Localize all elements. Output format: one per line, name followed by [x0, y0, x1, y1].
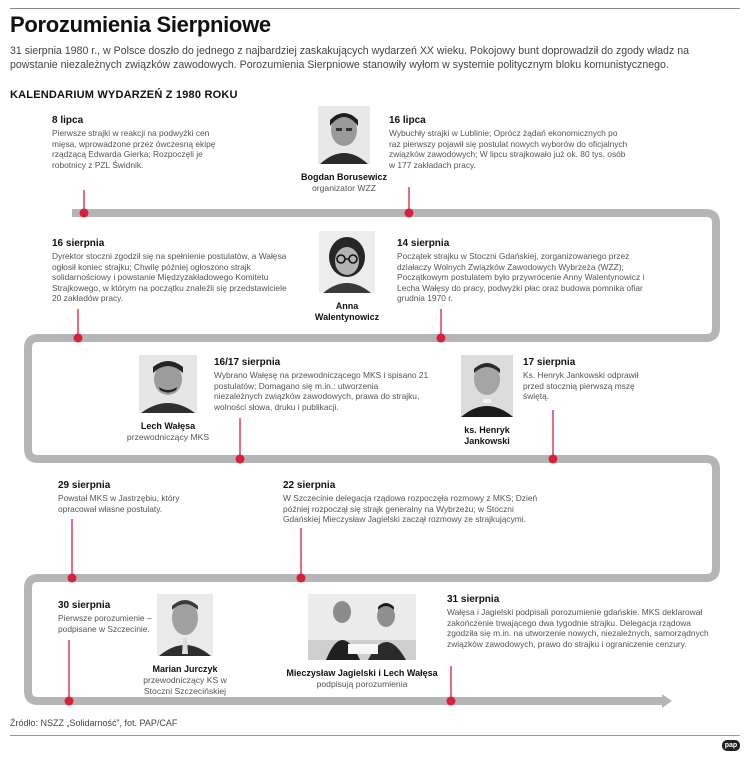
person-role: podpisują porozumienia [316, 679, 408, 689]
event-text: Powstał MKS w Jastrzębiu, który opracował własne postulaty. [58, 493, 180, 514]
person-name: Anna Walentynowicz [314, 301, 380, 322]
event-date: 8 lipca [52, 115, 84, 126]
event-text: Pierwsze strajki w reakcji na podwyżki cen mięsa, wprowadzone przez ówczesną ekipę rządzącą Edwarda Gierka; Rozpoczęli je robotnicy z PZL Świdnik. [52, 128, 216, 170]
event-date: 17 sierpnia [523, 357, 576, 368]
person-name: Lech Wałęsa [140, 421, 196, 431]
event-text: Ks. Henryk Jankowski odprawił przed stocznią pierwszą mszę świętą. [523, 370, 639, 402]
marker-29-sierpnia [68, 519, 77, 583]
event-text: Wybuchły strajki w Lublinie; Oprócz żądań ekonomicznych po raz pierwszy pojawił się postulat nowych wyborów do oficjalnych związków zawodowych; W lipcu strajkowało już ok. 80 tys. osób w 177 zakładach pracy. [389, 128, 628, 170]
event-text: Wybrano Wałęsę na przewodniczącego MKS i spisano 21 postulatów; Domagano się m.in.: utworzenia niezależnych związków zawodowych, prawa do strajku, wolności słowa, druku i publikacji. [214, 370, 429, 412]
person-jankowski [446, 355, 528, 447]
event-16-sierpnia [52, 237, 292, 304]
event-text: Początek strajku w Stoczni Gdańskiej, zorganizowanego przez działaczy Wolnych Związków Zawodowych Wybrzeża (WZZ); Początkowym postulatem było przywrócenie Anny Walentynowicz i Lecha Wałęsy do pracy, podwyżki płac oraz budowa pomnika ofiar grudnia 1970 r. [397, 251, 645, 304]
marker-30-sierpnia [65, 640, 74, 706]
event-text: Dyrektor stoczni zgodził się na spełnienie postulatów, a Wałęsa ogłosił koniec strajku; Chwilę później ogłoszono strajk solidarnościowy i powstanie Międzyzakładowego Komitetu Strajkowego, w którym na początku znaleźli się przedstawiciele 20 zakładów pracy. [52, 251, 287, 304]
pap-logo: pap [722, 740, 740, 751]
event-text: Wałęsa i Jagielski podpisali porozumienie gdańskie. MKS deklarował zakończenie trwającego dwa tygodnie strajku. Delegacja rządowa zgodziła się m.in. na utworzenie nowych, niezależnych, samorządnych związków zawodowych, prawo do strajku i ograniczenie cenzury. [447, 607, 709, 649]
portrait-photo [319, 231, 375, 293]
person-name: Bogdan Borusewicz [300, 172, 387, 182]
bottom-rule [10, 735, 740, 736]
section-heading: KALENDARIUM WYDARZEŃ Z 1980 ROKU [10, 89, 238, 101]
portrait-photo [139, 355, 197, 413]
marker-31-sierpnia [447, 666, 456, 706]
source-note: Źródło: NSZZ „Solidarność”, fot. PAP/CAF [10, 718, 178, 728]
event-text: W Szczecinie delegacja rządowa rozpoczęła rozmowy z MKS; Dzień później rozpoczął się strajk generalny na Wybrzeżu; w Stoczni Gdańskiej Mieczysław Jagielski zaczął rozmowy ze strajkującymi. [283, 493, 538, 525]
event-16-17-sierpnia [214, 356, 429, 412]
event-date: 29 sierpnia [58, 480, 111, 491]
person-jurczyk [130, 594, 240, 697]
page-title: Porozumienia Sierpniowe [10, 12, 271, 37]
portrait-photo [461, 355, 513, 417]
person-walentynowicz [306, 231, 388, 323]
person-name: ks. Henryk Jankowski [464, 425, 510, 446]
event-date: 31 sierpnia [447, 594, 500, 605]
event-22-sierpnia [283, 479, 553, 525]
event-14-sierpnia [397, 237, 659, 304]
event-date: 14 sierpnia [397, 238, 450, 249]
event-date: 16 lipca [389, 115, 426, 126]
portrait-photo [157, 594, 213, 656]
marker-16-lipca [405, 187, 414, 218]
event-16-lipca [389, 114, 629, 170]
person-walesa [118, 355, 218, 443]
event-8-lipca [52, 114, 220, 170]
event-31-sierpnia [447, 593, 709, 649]
marker-16-17-sierpnia [236, 418, 245, 464]
person-role: organizator WZZ [312, 183, 376, 193]
event-date: 22 sierpnia [283, 480, 336, 491]
timeline-arrow-head [662, 694, 672, 708]
event-date: 16 sierpnia [52, 238, 105, 249]
person-role: przewodniczący MKS [126, 432, 210, 442]
person-name: Mieczysław Jagielski i Lech Wałęsa [286, 668, 438, 678]
event-date: 16/17 sierpnia [214, 357, 281, 368]
marker-14-sierpnia [437, 309, 446, 343]
marker-8-lipca [80, 190, 89, 218]
event-date: 30 sierpnia [58, 600, 111, 611]
event-17-sierpnia [523, 356, 643, 402]
intro-text: 31 sierpnia 1980 r., w Polsce doszło do jednego z najbardziej zaskakujących wydarzeń XX wieku. Pokojowy bunt doprowadził do zgody władz na powstanie niezależnych związków zawodowych. Porozumienia Sierpniowe stanowiły wyłom w systemie politycznym bloku komunistycznego. [10, 45, 689, 71]
event-text: Pierwsze porozumienie – podpisane w Szczecinie. [58, 613, 152, 634]
marker-16-sierpnia [74, 309, 83, 343]
event-29-sierpnia [58, 479, 208, 514]
person-role: przewodniczący KS w Stoczni Szczecińskiej [143, 675, 227, 696]
person-name: Marian Jurczyk [152, 664, 218, 674]
portrait-photo [308, 594, 416, 660]
person-jagielski-walesa [282, 594, 442, 690]
portrait-photo [318, 106, 370, 164]
person-borusewicz [298, 106, 390, 194]
